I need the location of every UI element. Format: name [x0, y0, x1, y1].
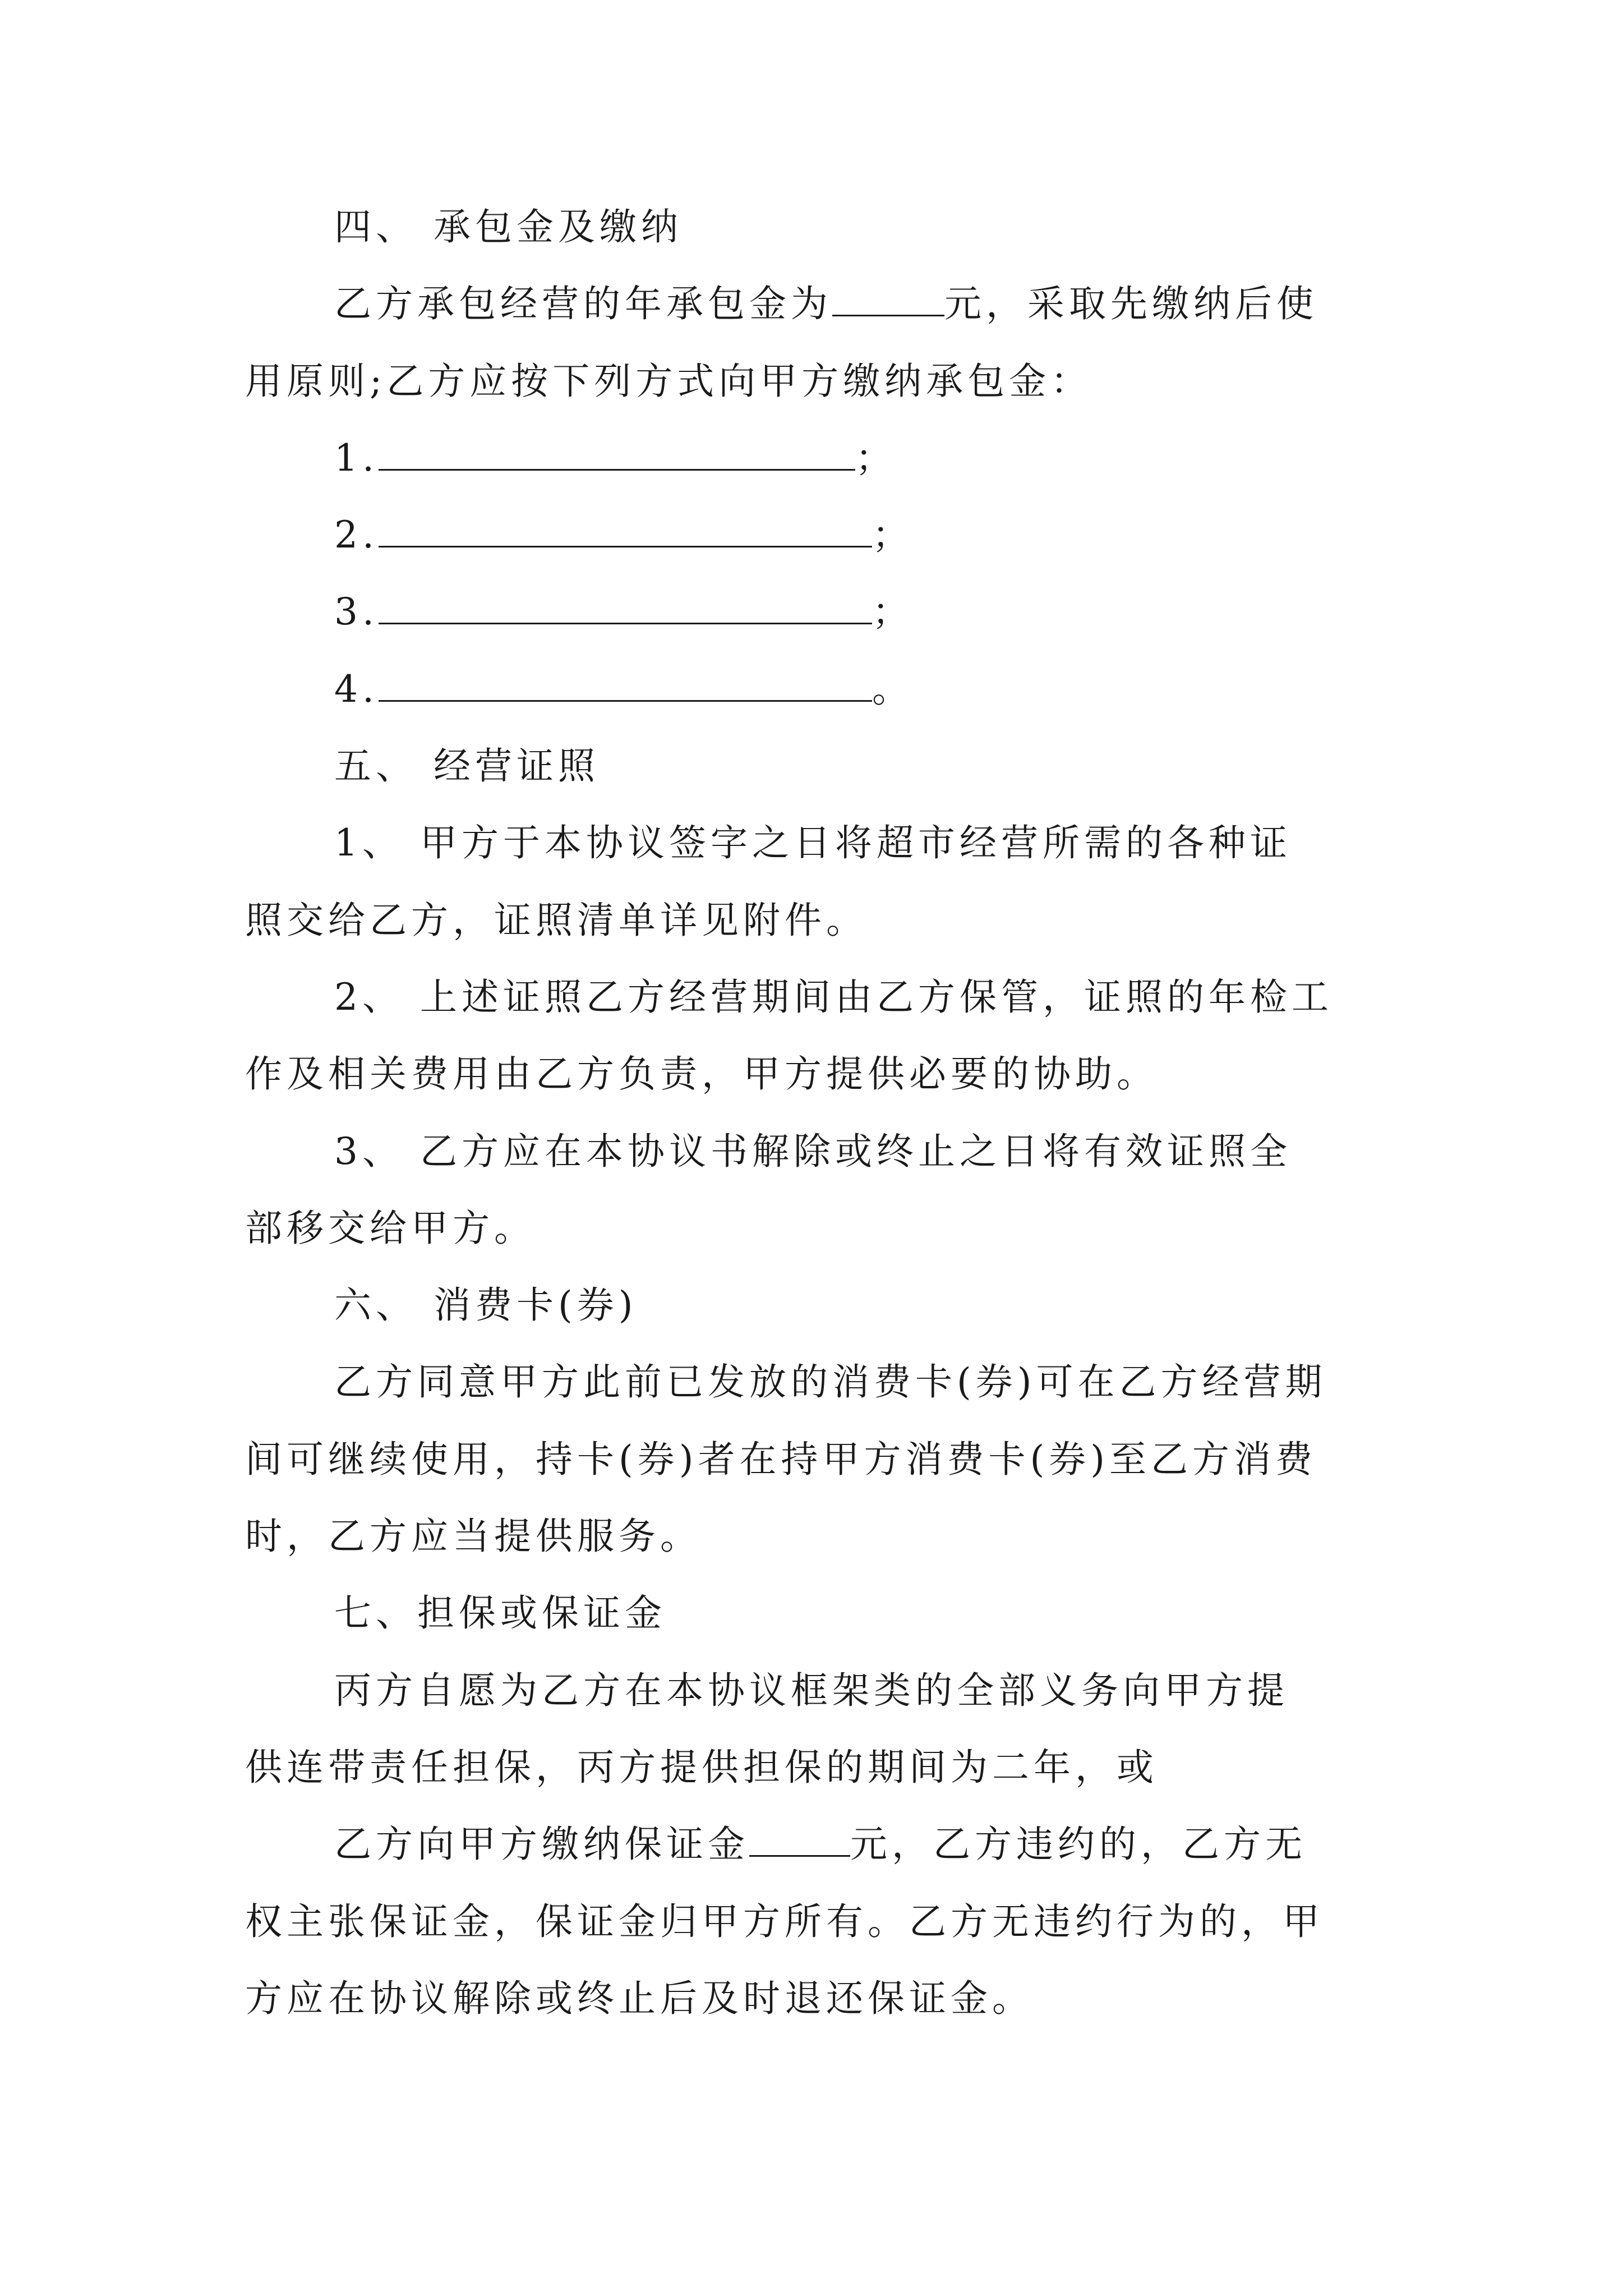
- paragraph-line: 用原则;乙方应按下列方式向甲方缴纳承包金：: [245, 360, 1092, 403]
- line-text: 乙方向甲方缴纳保证金: [334, 1823, 749, 1866]
- fill-in-blank-line: [379, 668, 872, 702]
- line-text: 乙方承包经营的年承包金为: [334, 282, 832, 325]
- paragraph-line: [334, 1819, 1307, 1870]
- paragraph-line: 3、 乙方应在本协议书解除或终止之日将有效证照全: [334, 1130, 1292, 1173]
- paragraph-line: 时，乙方应当提供服务。: [245, 1515, 702, 1558]
- line-text: 元，乙方违约的，乙方无: [850, 1823, 1307, 1866]
- paragraph-line: 作及相关费用由乙方负责，甲方提供必要的协助。: [245, 1052, 1158, 1096]
- section-heading-4: 四、 承包金及缴纳: [334, 205, 683, 249]
- list-number: 4.: [334, 668, 379, 711]
- fill-in-blank-line: [379, 513, 872, 547]
- list-number: 3.: [334, 590, 379, 633]
- list-end-punct: 。: [872, 668, 914, 711]
- section-heading-6: 六、 消费卡(券): [334, 1283, 638, 1327]
- fill-in-blank-line: [379, 436, 855, 471]
- paragraph-line: 供连带责任担保，丙方提供担保的期间为二年，或: [245, 1746, 1158, 1789]
- paragraph-line: 丙方自愿为乙方在本协议框架类的全部义务向甲方提: [334, 1669, 1289, 1712]
- paragraph-line: [334, 279, 1318, 329]
- paragraph-line: 乙方同意甲方此前已发放的消费卡(券)可在乙方经营期: [334, 1360, 1327, 1404]
- fill-in-blank-deposit: [749, 1823, 850, 1857]
- list-number: 1.: [334, 436, 379, 480]
- list-end-punct: ；: [872, 513, 914, 556]
- list-item-3: [334, 587, 914, 637]
- section-heading-5: 五、 经营证照: [334, 744, 600, 788]
- fill-in-blank-annual-fee: [832, 282, 944, 316]
- paragraph-line: 部移交给甲方。: [245, 1207, 536, 1250]
- paragraph-line: 方应在协议解除或终止后及时退还保证金。: [245, 1977, 1034, 2020]
- paragraph-line: 照交给乙方，证照清单详见附件。: [245, 899, 868, 942]
- list-end-punct: ；: [855, 436, 897, 480]
- paragraph-line: 2、 上述证照乙方经营期间由乙方保管，证照的年检工: [334, 976, 1333, 1019]
- paragraph-line: 间可继续使用，持卡(券)者在持甲方消费卡(券)至乙方消费: [245, 1438, 1317, 1481]
- list-item-1: [334, 433, 897, 484]
- list-number: 2.: [334, 513, 379, 556]
- list-item-4: [334, 664, 914, 715]
- list-end-punct: ；: [872, 590, 914, 633]
- section-heading-7: 七、担保或保证金: [334, 1591, 666, 1635]
- paragraph-line: 权主张保证金，保证金归甲方所有。乙方无违约行为的，甲: [245, 1900, 1324, 1943]
- list-item-2: [334, 510, 914, 560]
- fill-in-blank-line: [379, 590, 872, 624]
- line-text: 元，采取先缴纳后使: [944, 282, 1318, 325]
- paragraph-line: 1、 甲方于本协议签字之日将超市经营所需的各种证: [334, 821, 1292, 864]
